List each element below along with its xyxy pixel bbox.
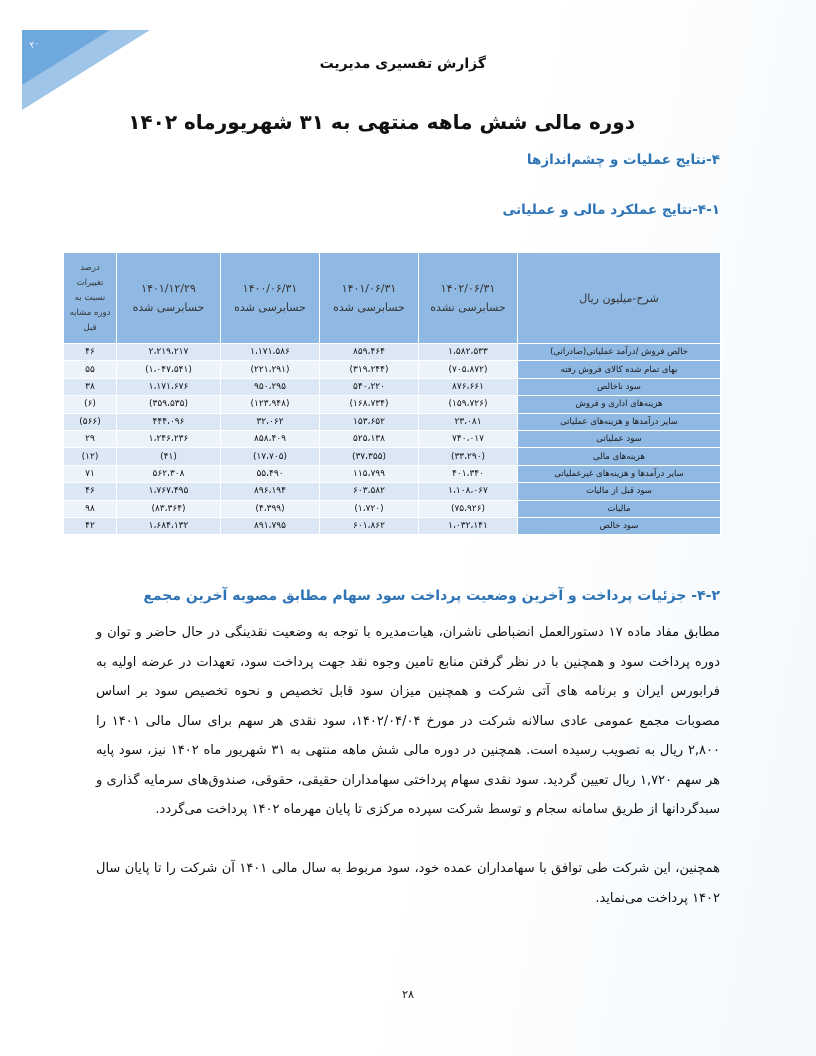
table-header-row [64, 253, 721, 344]
header-date: ۱۴۰۱/۱۲/۲۹ [141, 282, 196, 295]
header-col-percent-change [64, 253, 117, 344]
cell-1402-06-31: (۷۵،۹۲۶) [419, 500, 518, 517]
section-heading-4-1: ۴-۱-نتایج عملکرد مالی و عملیاتی [502, 202, 720, 218]
table-row [64, 500, 721, 517]
cell-1401-12-29: ۱،۱۷۱،۶۷۶ [117, 378, 221, 395]
cell-1402-06-31: (۳۳،۲۹۰) [419, 448, 518, 465]
cell-1402-06-31: ۱،۵۸۲،۵۳۳ [419, 344, 518, 361]
row-label: سود قبل از مالیات [518, 483, 721, 500]
corner-number: ۲۰ [28, 38, 41, 52]
header-description-label: شرح-میلیون ریال [579, 291, 659, 305]
header-pct-line: قبل [83, 322, 97, 333]
cell-1401-06-31: (۳۷،۳۵۵) [320, 448, 419, 465]
table-row [64, 344, 721, 361]
header-pct-line: درصد [80, 262, 100, 273]
header-pct-line: دوره مشابه [69, 307, 111, 318]
header-date: ۱۴۰۱/۰۶/۳۱ [341, 282, 397, 295]
table-row [64, 378, 721, 395]
cell-percent-change: (۵۶۶) [64, 413, 117, 430]
table-row [64, 396, 721, 413]
row-label: سایر درآمدها و هزینه‌های عملیاتی [518, 413, 721, 430]
cell-percent-change: ۲۹ [64, 430, 117, 447]
cell-1402-06-31: (۱۵۹،۷۲۶) [419, 396, 518, 413]
row-label: هزینه‌های اداری و فروش [518, 396, 721, 413]
row-label: سود ناخالص [518, 378, 721, 395]
cell-1400-06-31: ۸۹۶،۱۹۴ [221, 483, 320, 500]
row-label: مالیات [518, 500, 721, 517]
section-heading-4: ۴-نتایج عملیات و چشم‌اندازها [526, 152, 720, 168]
header-status: حسابرسی شده [333, 301, 405, 314]
cell-1401-06-31: ۵۴۰،۲۲۰ [320, 378, 419, 395]
cell-1401-06-31: (۳۱۹،۲۴۴) [320, 361, 419, 378]
cell-1400-06-31: ۵۵،۴۹۰ [221, 465, 320, 482]
cell-1401-12-29: ۴۴۴،۰۹۶ [117, 413, 221, 430]
cell-1401-06-31: ۱۱۵،۷۹۹ [320, 465, 419, 482]
main-title: دوره مالی شش ماهه منتهی به ۳۱ شهریورماه ۱۴۰۲ [128, 110, 635, 134]
cell-1402-06-31: ۷۴۰،۰۱۷ [419, 430, 518, 447]
cell-1402-06-31: (۷۰۵،۸۷۲) [419, 361, 518, 378]
cell-1401-12-29: (۸۳،۳۶۴) [117, 500, 221, 517]
cell-percent-change: ۷۱ [64, 465, 117, 482]
table-row [64, 448, 721, 465]
row-label: هزینه‌های مالی [518, 448, 721, 465]
header-pct-line: نسبت به [74, 292, 106, 303]
results-table [63, 252, 721, 535]
dividend-paragraph-2: همچنین، این شرکت طی توافق با سهامداران عمده خود، سود مربوط به سال مالی ۱۴۰۱ آن شرکت را تا پایان سال ۱۴۰۲ پرداخت می‌نماید. [96, 861, 720, 906]
header-date: ۱۴۰۰/۰۶/۳۱ [242, 282, 298, 295]
cell-1400-06-31: ۹۵۰،۲۹۵ [221, 378, 320, 395]
header-status: حسابرسی شده [132, 301, 205, 314]
page-number: ۲۸ [402, 988, 414, 1001]
cell-1402-06-31: ۴۰۱،۳۴۰ [419, 465, 518, 482]
cell-1400-06-31: (۴،۳۹۹) [221, 500, 320, 517]
cell-1401-06-31: ۶۰۳،۵۸۲ [320, 483, 419, 500]
cell-percent-change: ۵۵ [64, 361, 117, 378]
row-label: خالص فروش /درآمد عملیاتی(صادراتی) [518, 344, 721, 361]
table-row [64, 430, 721, 447]
row-label: سایر درآمدها و هزینه‌های غیرعملیاتی [518, 465, 721, 482]
cell-1401-12-29: (۴۱) [117, 448, 221, 465]
table-row [64, 361, 721, 378]
cell-1402-06-31: ۸۷۶،۶۶۱ [419, 378, 518, 395]
header-status: حسابرسی شده [234, 301, 306, 314]
cell-percent-change: ۴۶ [64, 344, 117, 361]
table-row [64, 465, 721, 482]
cell-1401-06-31: ۸۵۹،۴۶۴ [320, 344, 419, 361]
cell-percent-change: ۴۲ [64, 517, 117, 534]
cell-1401-06-31: (۱،۷۲۰) [320, 500, 419, 517]
cell-1401-12-29: (۳۵۹،۵۳۵) [117, 396, 221, 413]
results-table-container [63, 252, 720, 535]
section-heading-4-2: ۴-۲- جزئیات پرداخت و آخرین وضعیت پرداخت سود سهام مطابق مصوبه آخرین مجمع [143, 588, 720, 604]
cell-1402-06-31: ۱،۱۰۸،۰۶۷ [419, 483, 518, 500]
cell-1401-12-29: ۵۶۲،۳۰۸ [117, 465, 221, 482]
cell-1401-12-29: ۱،۶۸۴،۱۳۲ [117, 517, 221, 534]
row-label: سود خالص [518, 517, 721, 534]
cell-percent-change: ۴۶ [64, 483, 117, 500]
cell-1401-06-31: ۵۲۵،۱۳۸ [320, 430, 419, 447]
cell-percent-change: (۱۲) [64, 448, 117, 465]
cell-1400-06-31: (۱۷،۷۰۵) [221, 448, 320, 465]
header-col-1401-06-31 [320, 253, 419, 344]
table-row [64, 413, 721, 430]
header-date: ۱۴۰۲/۰۶/۳۱ [440, 282, 496, 295]
cell-1401-06-31: ۱۵۳،۶۵۲ [320, 413, 419, 430]
header-col-1402-06-31 [419, 253, 518, 344]
header-status: حسابرسی نشده [430, 301, 506, 314]
cell-1401-12-29: (۱،۰۴۷،۵۴۱) [117, 361, 221, 378]
table-row [64, 483, 721, 500]
cell-1401-12-29: ۱،۲۴۶،۲۳۶ [117, 430, 221, 447]
cell-1401-12-29: ۲،۲۱۹،۲۱۷ [117, 344, 221, 361]
cell-1400-06-31: ۸۹۱،۷۹۵ [221, 517, 320, 534]
cell-percent-change: ۳۸ [64, 378, 117, 395]
cell-percent-change: (۶) [64, 396, 117, 413]
header-col-1401-12-29 [117, 253, 221, 344]
corner-decoration [0, 0, 150, 110]
cell-percent-change: ۹۸ [64, 500, 117, 517]
cell-1401-06-31: ۶۰۱،۸۶۲ [320, 517, 419, 534]
cell-1401-12-29: ۱،۷۶۷،۴۹۵ [117, 483, 221, 500]
cell-1402-06-31: ۲۳،۰۸۱ [419, 413, 518, 430]
table-row [64, 517, 721, 534]
cell-1400-06-31: ۸۵۸،۴۰۹ [221, 430, 320, 447]
header-description [518, 253, 721, 344]
row-label: بهای تمام شده کالای فروش رفته [518, 361, 721, 378]
dividend-paragraph: مطابق مفاد ماده ۱۷ دستورالعمل انضباطی ناشران، هیات‌مدیره با توجه به وضعیت نقدینگی در حال حاضر و توان و دوره پرداخت سود و همچنین با در نظر گرفتن منابع تامین وجوه نقد جهت پرداخت سود، تعهدات در عرضه اولیه به فرابورس ایران و برنامه های آتی شرکت و همچنین میزان سود قابل تخصیص و نحوه تخصیص سود بر اساس مصوبات مجمع عمومی عادی سالانه شرکت در مورخ ۱۴۰۲/۰۴/۰۴، سود نقدی هر سهم برای سال مالی ۱۴۰۱ را ۲,۸۰۰ ریال به تصویب رسیده است. همچنین در دوره مالی شش ماهه منتهی به ۳۱ شهریور ماه ۱۴۰۲ نیز، سود پایه هر سهم ۱,۷۲۰ ریال تعیین گردید. سود نقدی سهام پرداختی سهامداران حقیقی، حقوقی، صندوق‌های سرمایه گذاری و سبدگردانها از طریق سامانه سجام و توسط شرکت سپرده مرکزی تا پایان مهرماه ۱۴۰۲ پرداخت می‌گردد. [96, 625, 720, 817]
cell-1400-06-31: (۲۲۱،۲۹۱) [221, 361, 320, 378]
cell-1401-06-31: (۱۶۸،۷۳۴) [320, 396, 419, 413]
header-pct-line: تغییرات [76, 277, 104, 288]
cell-1400-06-31: ۳۲،۰۶۲ [221, 413, 320, 430]
cell-1400-06-31: (۱۲۳،۹۴۸) [221, 396, 320, 413]
header-title: گزارش تفسیری مدیریت [319, 56, 486, 72]
header-col-1400-06-31 [221, 253, 320, 344]
cell-1402-06-31: ۱،۰۳۲،۱۴۱ [419, 517, 518, 534]
cell-1400-06-31: ۱،۱۷۱،۵۸۶ [221, 344, 320, 361]
row-label: سود عملیاتی [518, 430, 721, 447]
